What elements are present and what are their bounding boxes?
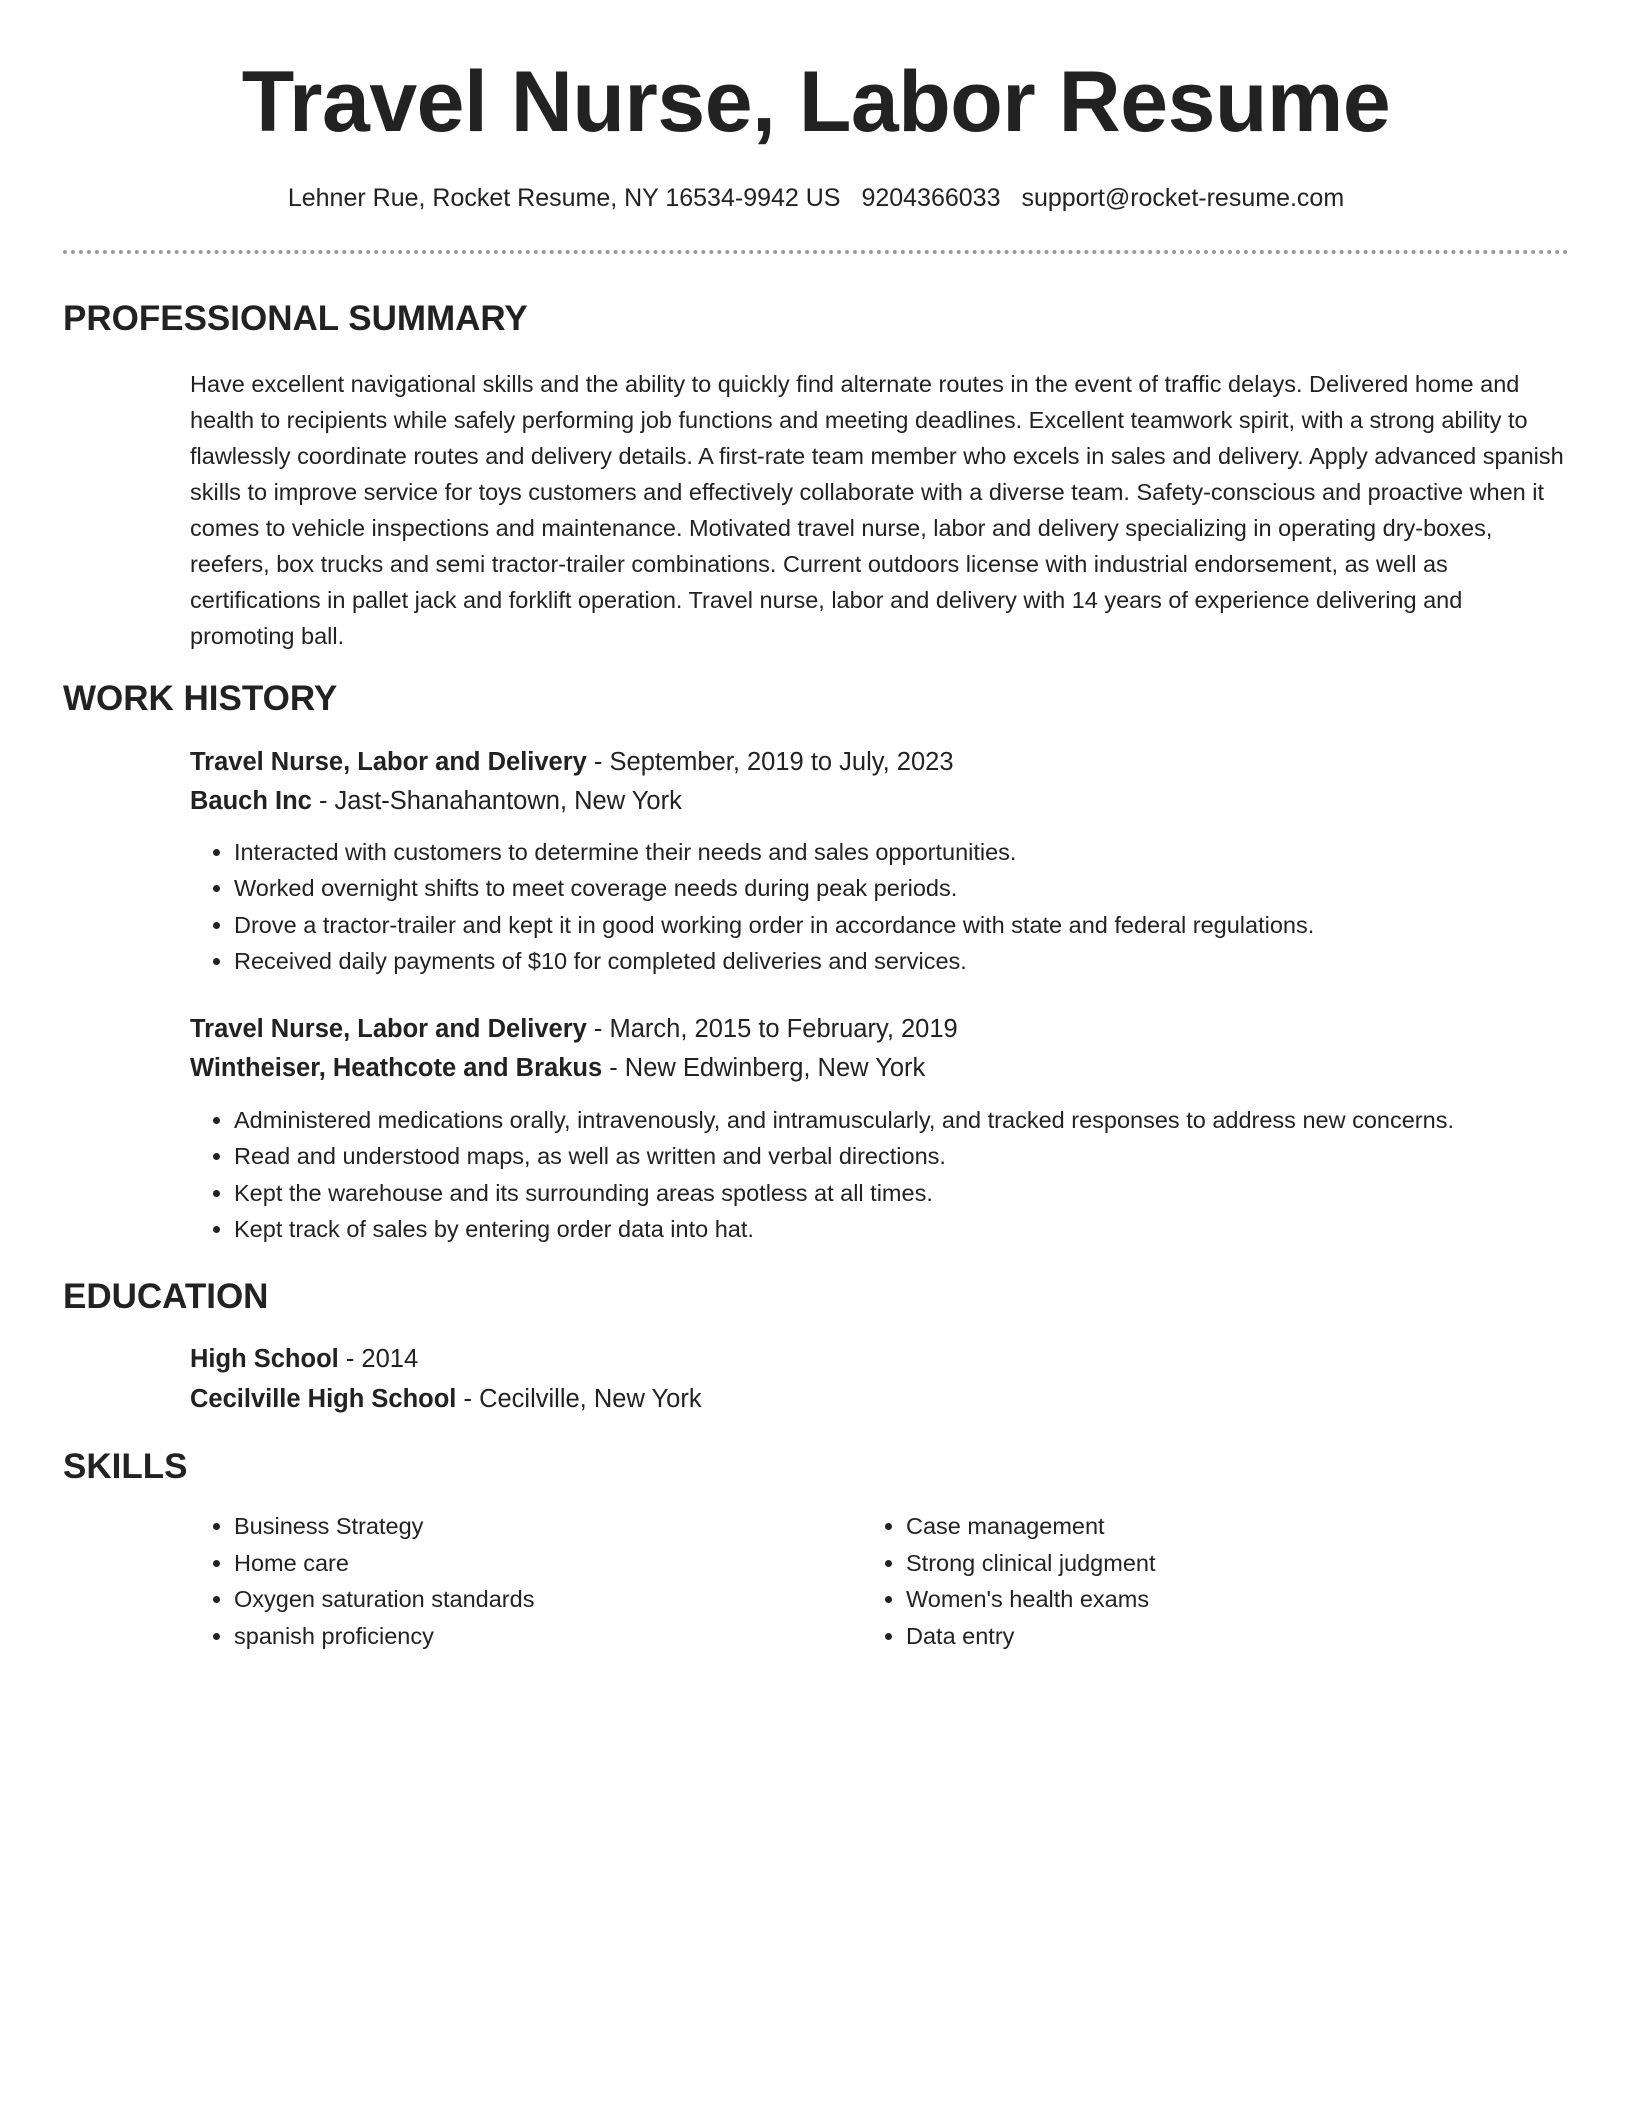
job-1-title: Travel Nurse, Labor and Delivery: [190, 748, 587, 776]
job-2-title: Travel Nurse, Labor and Delivery: [190, 1015, 587, 1043]
education-heading: EDUCATION: [63, 1277, 269, 1316]
contact-phone: 9204366033: [861, 184, 1001, 212]
skills-list-right: [862, 1508, 1156, 1654]
education-school-line: [190, 1382, 702, 1416]
list-item: • Read and understood maps, as well as written and verbal directions.: [234, 1138, 1454, 1174]
contact-email: support@rocket-resume.com: [1021, 184, 1345, 212]
list-item: • Business Strategy: [234, 1508, 534, 1545]
summary-heading: PROFESSIONAL SUMMARY: [63, 299, 528, 338]
education-year: - 2014: [338, 1345, 419, 1373]
list-item: • Strong clinical judgment: [906, 1545, 1156, 1582]
contact-address: Lehner Rue, Rocket Resume, NY 16534-9942 US: [287, 184, 841, 212]
job-1-bullets: [190, 834, 1314, 979]
list-item: • Case management: [906, 1508, 1156, 1545]
skills-heading: SKILLS: [63, 1447, 188, 1486]
list-item: • spanish proficiency: [234, 1618, 534, 1655]
job-2-dates: - March, 2015 to February, 2019: [586, 1015, 958, 1043]
list-item: • Worked overnight shifts to meet coverage needs during peak periods.: [234, 870, 1314, 906]
job-1-company-line: [190, 784, 682, 818]
job-1-location: - Jast-Shanahantown, New York: [311, 787, 682, 815]
list-item: • Interacted with customers to determine their needs and sales opportunities.: [234, 834, 1314, 870]
job-1-dates: - September, 2019 to July, 2023: [586, 748, 954, 776]
work-history-heading: WORK HISTORY: [63, 679, 338, 718]
header-divider: [63, 250, 1569, 254]
list-item: • Women's health exams: [906, 1581, 1156, 1618]
education-location: - Cecilville, New York: [456, 1385, 702, 1413]
job-2-company-line: [190, 1051, 925, 1085]
contact-line: [0, 181, 1632, 215]
job-2-location: - New Edwinberg, New York: [602, 1054, 926, 1082]
job-2-title-line: [190, 1012, 958, 1046]
job-2-company: Wintheiser, Heathcote and Brakus: [190, 1054, 603, 1082]
resume-title: Travel Nurse, Labor Resume: [241, 54, 1391, 150]
job-1-title-line: [190, 745, 954, 779]
job-2-bullets: [190, 1102, 1454, 1247]
education-degree-line: [190, 1342, 418, 1376]
skills-list-left: [190, 1508, 534, 1654]
list-item: • Kept track of sales by entering order data into hat.: [234, 1211, 1454, 1247]
education-school: Cecilville High School: [190, 1385, 457, 1413]
list-item: • Home care: [234, 1545, 534, 1582]
job-1-company: Bauch Inc: [190, 787, 312, 815]
education-degree: High School: [190, 1345, 339, 1373]
list-item: • Drove a tractor-trailer and kept it in good working order in accordance with state and federal regulations.: [234, 907, 1314, 943]
list-item: • Data entry: [906, 1618, 1156, 1655]
list-item: • Administered medications orally, intravenously, and intramuscularly, and tracked responses to address new concerns.: [234, 1102, 1454, 1138]
list-item: • Received daily payments of $10 for completed deliveries and services.: [234, 943, 1314, 979]
list-item: • Oxygen saturation standards: [234, 1581, 534, 1618]
list-item: • Kept the warehouse and its surrounding areas spotless at all times.: [234, 1175, 1454, 1211]
summary-text: Have excellent navigational skills and the ability to quickly find alternate routes in the event of traffic delays. Delivered home and health to recipients while safely performing job functions and meeting deadlines. Excellent teamwork spirit, with a strong ability to flawlessly coordinate routes and delivery details. A first-rate team member who excels in sales and delivery. Apply advanced spanish skills to improve service for toys customers and effectively collaborate with a diverse team. Safety-conscious and proactive when it comes to vehicle inspections and maintenance. Motivated travel nurse, labor and delivery specializing in operating dry-boxes, reefers, box trucks and semi tractor-trailer combinations. Current outdoors license with industrial endorsement, as well as certifications in pallet jack and forklift operation. Travel nurse, labor and delivery with 14 years of experience delivering and promoting ball.: [190, 371, 1564, 649]
